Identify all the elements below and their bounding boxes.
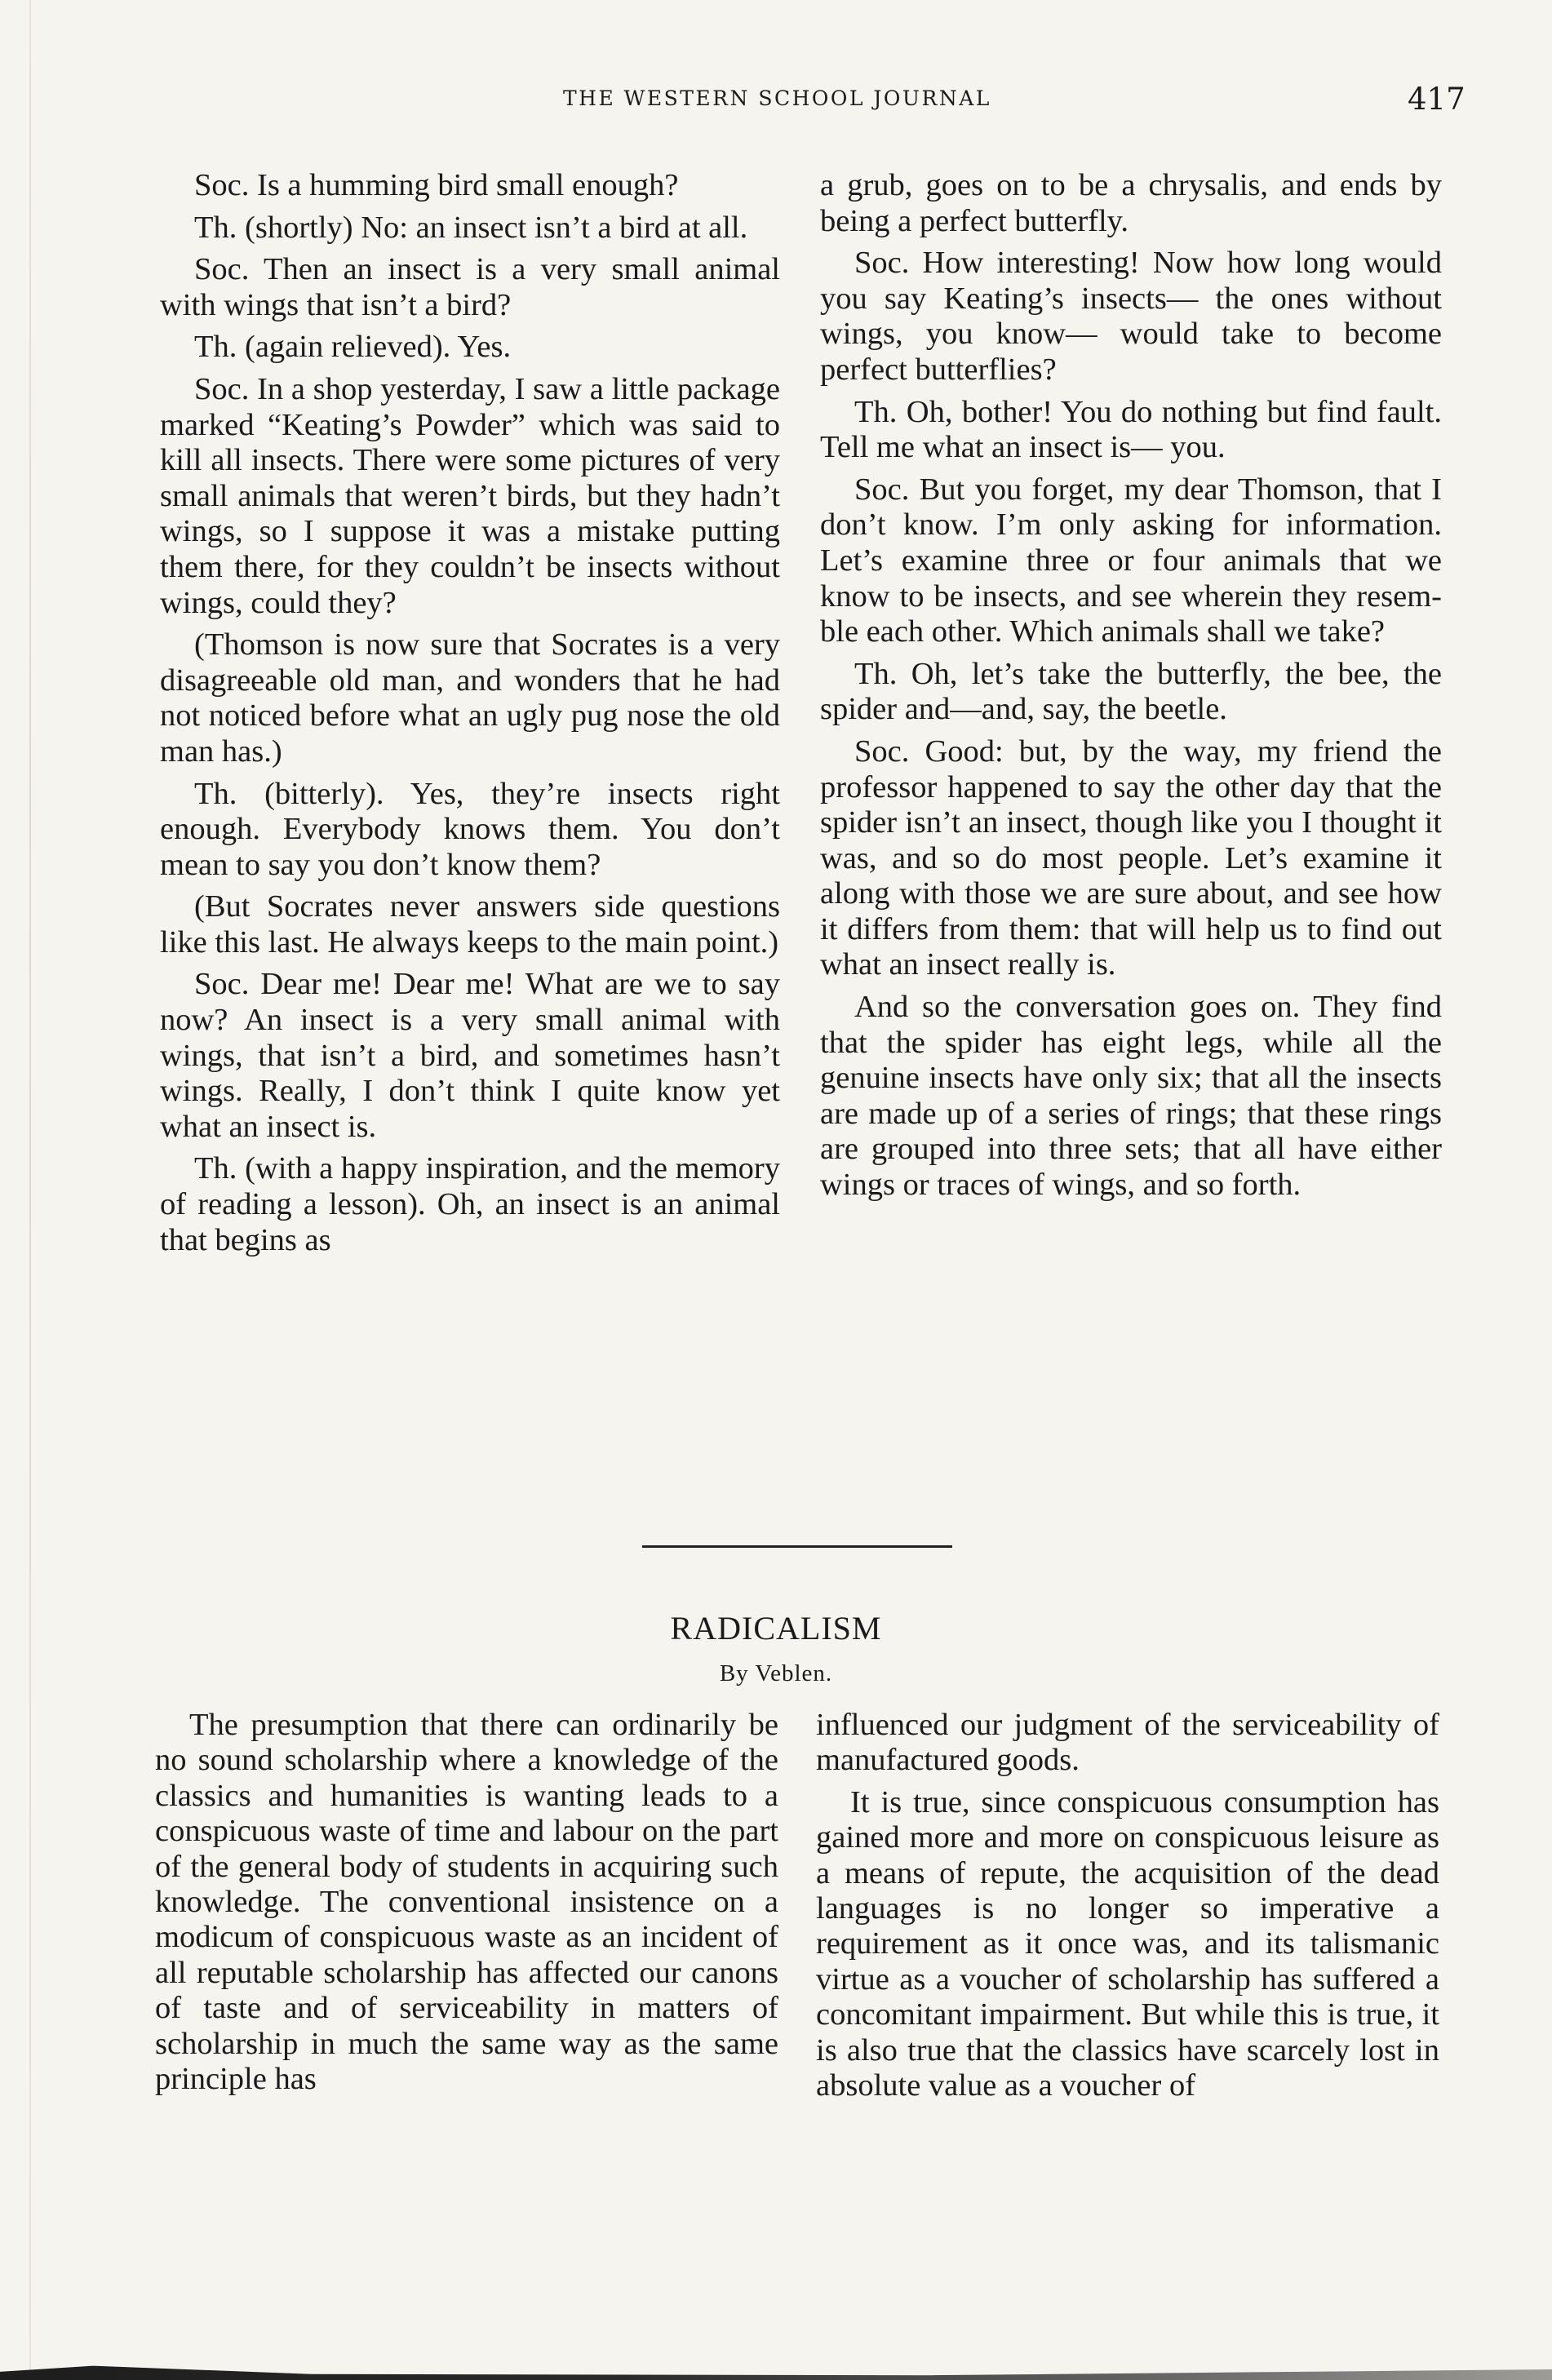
paragraph: Th. (shortly) No: an insect isn’t a bird at all.	[194, 210, 748, 245]
running-title: THE WESTERN SCHOOL JOURNAL	[563, 86, 991, 110]
paragraph: Th. (with a happy inspiration, and the memory of reading a lesson). Oh, an insect is an animal that begins as	[160, 1151, 780, 1257]
scan-edge	[29, 0, 31, 2380]
paragraph: (Thomson is now sure that Socrates is a very disagreeable old man, and wonders that he had not noticed before what an ugly pug nose the old man has.)	[160, 627, 780, 769]
paragraph: Soc. Is a humming bird small enough?	[194, 168, 679, 202]
paragraph: The presumption that there can ordinarily be no sound scholarship where a knowledge of the classics and humanities is wanting leads to a conspicuous waste of time and labour on the part of the general body of students in acquiring such knowledge. The conventional insistence on a modicum of conspicuous waste as an incident of all reputable scholarship has affected our canons of taste and of serviceability in matters of scholarship in much the same way as the same principle has	[155, 1708, 778, 2097]
paragraph: Soc. Good: but, by the way, my friend the professor happened to say the other day that the spider isn’t an insect, though like you I thought it was, and so do most people. Let’s examine it along with those we are sure about, and see how it differs from them: that will help us to find out what an insect really is.	[820, 734, 1442, 982]
paragraph: Th. (bitterly). Yes, they’re insects right enough. Everybody knows them. You don’t mean to say you don’t know them?	[160, 776, 780, 882]
paragraph: (But Socrates never answers side questions like this last. He always keeps to the main point.)	[160, 889, 780, 960]
paragraph: Soc. But you forget, my dear Thomson, that I don’t know. I’m only asking for information. Let’s examine three or four animals that we know to be insects, and see wherein they resemble each other. Which animals shall we take?	[820, 472, 1442, 649]
running-head	[0, 82, 1552, 131]
article-left-column	[155, 1708, 778, 2103]
article-right-column	[816, 1708, 1439, 2110]
dialogue-right-column	[820, 168, 1442, 1210]
dialogue-left-column	[160, 168, 780, 1265]
paragraph: Th. (again relieved). Yes.	[194, 330, 512, 365]
paragraph-continuation: a grub, goes on to be a chrysalis, and ends by being a perfect butterfly.	[820, 168, 1442, 238]
paragraph: Soc. In a shop yesterday, I saw a little package marked “Keating’s Powder” which was said to kill all insects. There were some pictures of very small animals that weren’t birds, but they hadn’t wings, so I suppose it was a mistake putting them there, for they couldn’t be insects without wings, could they?	[160, 371, 780, 620]
paragraph-continuation: influenced our judgment of the serviceability of manufactured goods.	[816, 1708, 1439, 1778]
paragraph: Th. Oh, let’s take the butterfly, the bee, the spider and—and, say, the beetle.	[820, 656, 1442, 727]
paragraph: Soc. Then an insect is a very small animal with wings that isn’t a bird?	[160, 252, 780, 322]
paragraph: Soc. Dear me! Dear me! What are we to say now? An insect is a very small animal with wings, that isn’t a bird, and sometimes hasn’t wings. Really, I don’t think I quite know yet what an insect is.	[160, 967, 780, 1144]
paragraph: It is true, since conspicuous consumption has gained more and more on conspicuous leisure as a means of repute, the acquisition of the dead languages is no longer so imperative a requirement as it once was, and its talismanic virtue as a voucher of scholarship has suffered a concomitant impairment. But while this is true, it is also true that the classics have scarcely lost in absolute value as a voucher of	[816, 1784, 1439, 2103]
article-byline: By Veblen.	[719, 1660, 833, 1686]
scan-shadow	[0, 2356, 1552, 2380]
paragraph: Th. Oh, bother! You do nothing but find fault. Tell me what an insect is— you.	[820, 394, 1442, 465]
paragraph: And so the conversation goes on. They find that the spider has eight legs, while all the genuine insects have only six; that all the insects are made up of a series of rings; that these rings are grouped into three sets; that all have either wings or traces of wings, and so forth.	[820, 990, 1442, 1203]
page-number: 417	[1408, 82, 1466, 117]
section-divider	[642, 1545, 952, 1548]
article-title: RADICALISM	[670, 1610, 882, 1646]
paragraph: Soc. How interesting! Now how long would you say Keating’s insects— the ones without wings, you know— would take to become perfect butterflies?	[820, 246, 1442, 387]
